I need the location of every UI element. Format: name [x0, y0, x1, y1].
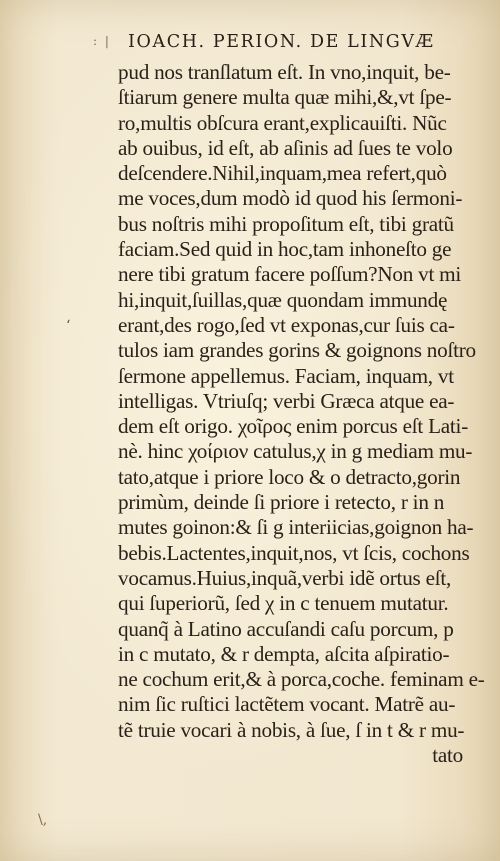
running-title: IOACH. PERION. DE LINGVÆ [128, 32, 435, 52]
text-line: ſermone appellemus. Faciam, inquam, vt [118, 363, 454, 388]
text-line: mutes goinon:& ſi g interiicias,goignon ha- [118, 515, 474, 540]
text-line: tẽ truie vocari à nobis, à ſue, ſ in t & r mu- [118, 717, 465, 742]
text-line: nere tibi gratum facere poſſum?Non vt mi [118, 262, 462, 287]
text-line: ro,multis obſcura erant,explicauiſti. Nũc [118, 110, 447, 135]
body-text [118, 60, 485, 768]
text-line: primùm, deinde ſi priore i retecto, r in n [118, 490, 445, 515]
text-line: intelligas. Vtriuſq; verbi Græca atque ea- [118, 388, 455, 413]
header-mark: : | [93, 34, 111, 48]
text-line: hi,inquit,ſuillas,quæ quondam immundę [118, 287, 448, 312]
text-line: ne cochum erit,& à porca,coche. feminam e- [118, 667, 485, 692]
text-line: faciam.Sed quid in hoc,tam inhoneſto ge [118, 237, 452, 262]
text-line: ſtiarum genere multa quæ mihi,&,vt ſpe- [118, 85, 452, 110]
text-line: vocamus.Huius,inquã,verbi idẽ ortus eſt, [118, 565, 452, 590]
text-line: erant,des rogo,ſed vt exponas,cur ſuis ca- [118, 312, 455, 337]
text-line: deſcendere.Nihil,inquam,mea refert,quò [118, 161, 447, 186]
text-line: quanq̃ à Latino accuſandi caſu porcum, p [118, 616, 454, 641]
text-line: nè. hinc χοίριον catulus,χ in g mediam mu- [118, 439, 473, 464]
text-line: qui ſuperiorũ, ſed χ in c tenuem mutatur. [118, 591, 449, 616]
text-line: bebis.Lactentes,inquit,nos, vt ſcis, cochons [118, 540, 470, 565]
text-line: tato,atque i priore loco & o detracto,gorin [118, 464, 461, 489]
text-line: in c mutato, & r dempta, aſcita aſpiratio- [118, 641, 450, 666]
text-line: ab ouibus, id eſt, ab aſinis ad ſues te volo [118, 135, 453, 160]
catchword: tato [432, 743, 463, 768]
text-line: me voces,dum modò id quod his ſermoni- [118, 186, 463, 211]
margin-mark: ‘ [66, 318, 71, 334]
text-line: dem eſt origo. χοῖρος enim porcus eſt Lati- [118, 414, 468, 439]
margin-mark-bottom: \, [38, 812, 48, 828]
text-line: pud nos tranſlatum eſt. In vno,inquit, be- [118, 60, 451, 84]
text-line: tulos iam grandes gorins & goignons noſtro [118, 338, 476, 363]
text-line: bus noſtris mihi propoſitum eſt, tibi gratũ [118, 211, 454, 236]
text-line: nim ſic ruſtici lactẽtem vocant. Matrẽ au- [118, 692, 456, 717]
